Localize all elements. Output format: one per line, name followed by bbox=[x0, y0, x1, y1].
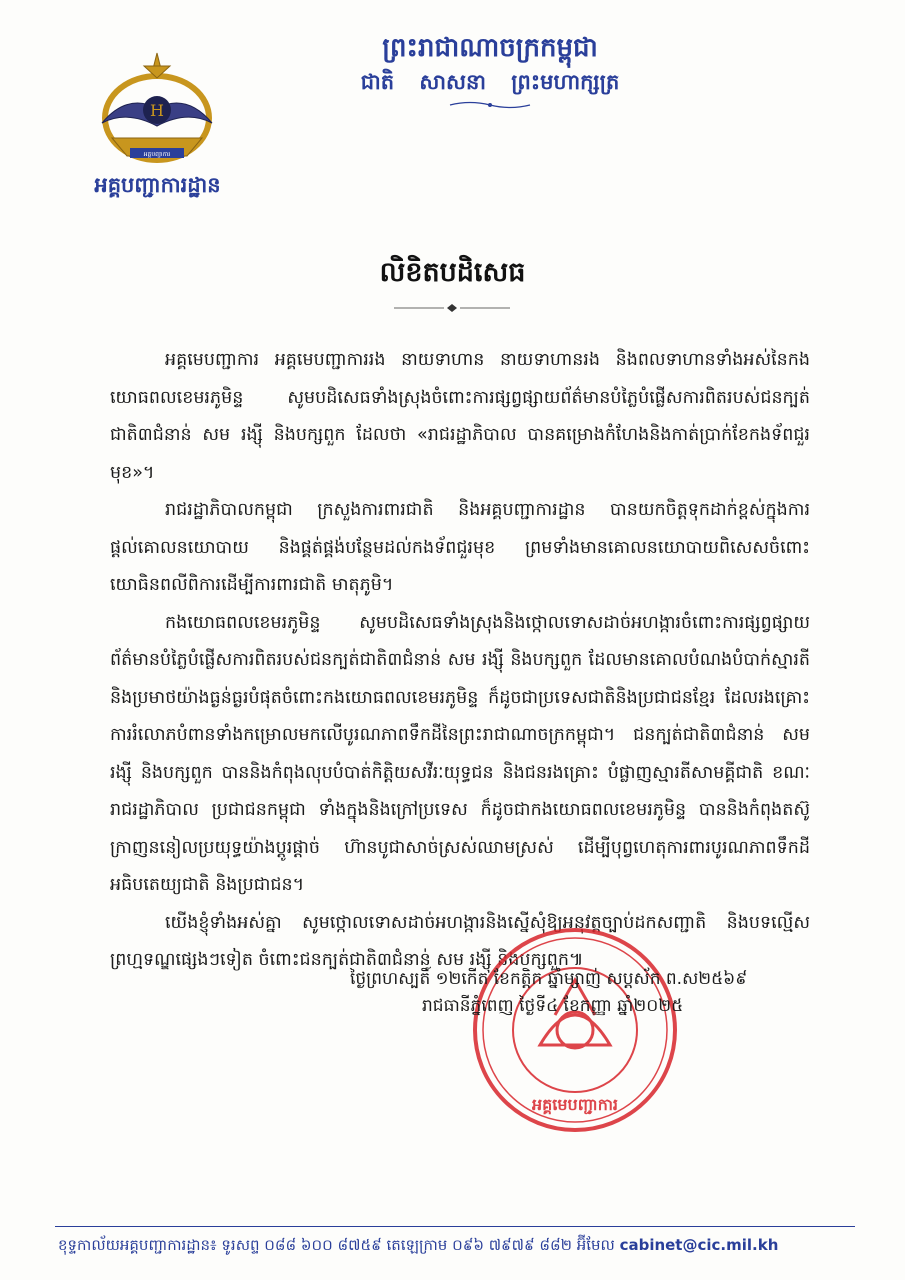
footer-divider bbox=[55, 1226, 855, 1227]
kingdom-name: ព្រះរាជាណាចក្រកម្ពុជា bbox=[382, 33, 598, 63]
paragraph-3: កងយោធពលខេមរភូមិន្ទ សូមបដិសេធទាំងស្រុងនិងថ្កោលទោសដាច់អហង្ការចំពោះការផ្សព្វផ្សាយព័ត៌មានបំភ្លៃបំផ្លើសការពិតរបស់ជនក្បត់ជាតិ៣ជំនាន់ សម រង្ស៊ី និងបក្សពួក ដែលមានគោលបំណងបំបាក់ស្មារតីនិងប្រមាថយ៉ាងធ្ងន់ធ្ងរបំផុតចំពោះកងយោធពលខេមរភូមិន្ទ ក៏ដូចជាប្រទេសជាតិនិងប្រជាជនខ្មែរ ដែលរងគ្រោះការរំលោភបំពានទាំងកម្រោលមកលើបូរណភាពទឹកដីនៃព្រះរាជាណាចក្រកម្ពុជា។ ជនក្បត់ជាតិ៣ជំនាន់ សម រង្ស៊ី និងបក្សពួក បាននិងកំពុងលុបបំបាត់កិត្តិយសវីរៈយុទ្ធជន និងជនរងគ្រោះ បំផ្លាញស្មារតីសាមគ្គីជាតិ ខណៈរាជរដ្ឋាភិបាល ប្រជាជនកម្ពុជា ទាំងក្នុងនិងក្រៅប្រទេស ក៏ដូចជាកងយោធពលខេមរភូមិន្ទ បាននិងកំពុងតស៊ូក្រាញននៀលប្រយុទ្ធយ៉ាងប្តូរផ្តាច់ ហ៊ានបូជាសាច់ស្រស់ឈាមស្រស់ ដើម្បីបុព្វហេតុការពារបូរណភាពទឹកដី អធិបតេយ្យជាតិ និងប្រជាជន។ bbox=[110, 612, 810, 895]
kingdom-header bbox=[300, 30, 680, 110]
footer-email-link[interactable]: cabinet@cic.mil.kh bbox=[619, 1236, 779, 1254]
official-seal bbox=[470, 925, 680, 1135]
document-title: លិខិតបដិសេធ bbox=[379, 257, 526, 288]
svg-text:អគ្គមេបញ្ជាការ: អគ្គមេបញ្ជាការ bbox=[531, 1095, 619, 1114]
military-emblem-logo bbox=[82, 48, 232, 178]
paragraph-1: អគ្គមេបញ្ជាការ អគ្គមេបញ្ជាការរង នាយទាហាន នាយទាហានរង និងពលទាហានទាំងអស់នៃកងយោធពលខេមរភូមិន្ទ សូមបដិសេធទាំងស្រុងចំពោះការផ្សព្វផ្សាយព័ត៌មានបំភ្លៃបំផ្លើសការពិតរបស់ជនក្បត់ជាតិ៣ជំនាន់ សម រង្ស៊ី និងបក្សពួក ដែលថា «រាជរដ្ឋាភិបាល បានគម្រោងកំហែងនិងកាត់ប្រាក់ខែកងទ័ពជួរមុខ»។ bbox=[110, 350, 810, 483]
date-block bbox=[350, 966, 820, 1020]
svg-text:H: H bbox=[150, 101, 164, 120]
paragraph-2: រាជរដ្ឋាភិបាលកម្ពុជា ក្រសួងការពារជាតិ និងអគ្គបញ្ជាការដ្ឋាន បានយកចិត្តទុកដាក់ខ្ពស់ក្នុងការផ្តល់គោលនយោបាយ និងផ្គត់ផ្គង់បន្ថែមដល់កងទ័ពជួរមុខ ព្រមទាំងមានគោលនយោបាយពិសេសចំពោះយោធិនពលីពិការដើម្បីការពារជាតិ មាតុភូមិ។ bbox=[110, 500, 810, 595]
paragraph-4: យើងខ្ញុំទាំងអស់គ្នា សូមថ្កោលទោសដាច់អហង្ការនិងស្នើសុំឱ្យអនុវត្តច្បាប់ដកសញ្ជាតិ និងបទល្មើសព្រហ្មទណ្ឌផ្សេងៗទៀត ចំពោះជនក្បត់ជាតិ៣ជំនាន់ សម រង្ស៊ី និងបក្សពួក៕ bbox=[110, 912, 810, 970]
document-body bbox=[110, 342, 810, 980]
lunar-date: ថ្ងៃព្រហស្បតិ៍ ១២កើត ខែកត្តិក ឆ្នាំម្សាញ់ សប្តស័ក ព.ស២៥៦៩ bbox=[350, 969, 748, 989]
svg-text:អគ្គបញ្ជាការ: អគ្គបញ្ជាការ bbox=[143, 151, 171, 158]
title-ornament bbox=[392, 303, 512, 313]
footer-contact bbox=[58, 1236, 858, 1258]
place-date: រាជធានីភ្នំពេញ ថ្ងៃទី៤ ខែកញ្ញា ឆ្នាំ២០២៥ bbox=[422, 996, 684, 1016]
footer-contact-text: ខុទ្ទកាល័យអគ្គបញ្ជាការដ្ឋាន៖ ទូរសព្ទ ០៨៨ ៦០០ ៨៧៥៩ តេឡេក្រាម ០៩៦ ៧៩៧៩ ៨៨២ អ៊ីមែល bbox=[58, 1236, 615, 1254]
unit-name: អគ្គបញ្ជាការដ្ឋាន bbox=[94, 173, 221, 197]
ornament-divider bbox=[445, 100, 535, 110]
national-motto: ជាតិ សាសនា ព្រះមហាក្សត្រ bbox=[360, 70, 620, 94]
